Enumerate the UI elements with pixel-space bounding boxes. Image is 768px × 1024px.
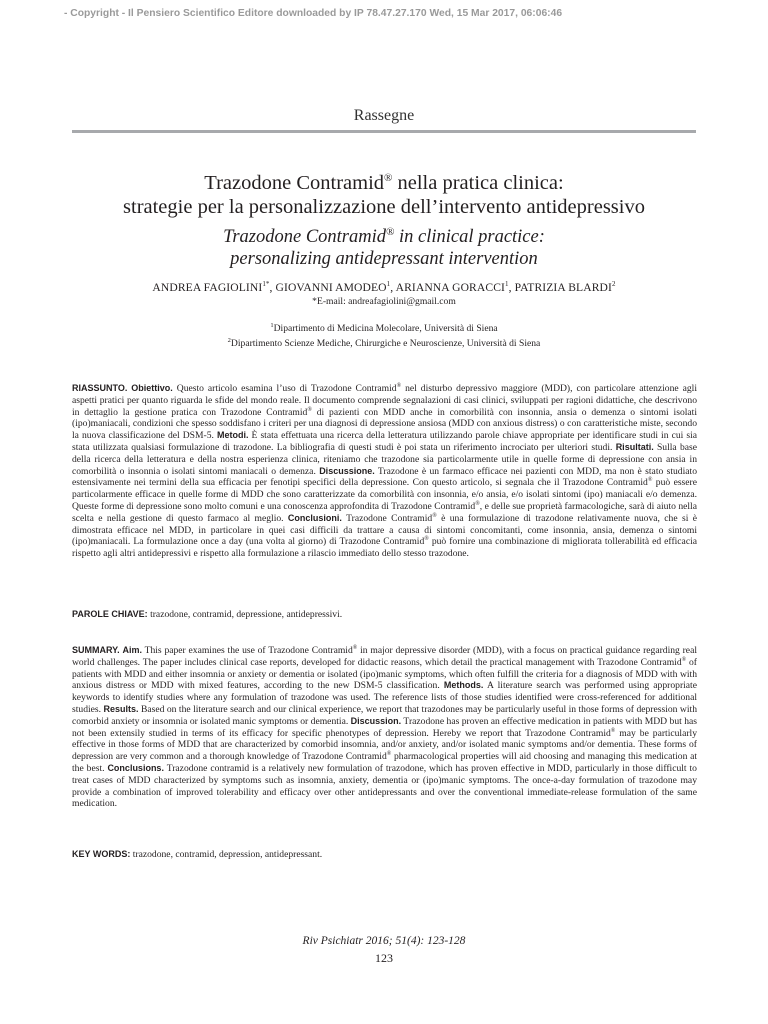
affiliation-text: Dipartimento Scienze Mediche, Chirurgiche e Neuroscienze, Università di Siena (230, 338, 541, 350)
abstract-text: Sulla base della ricerca della letteratura e della nostra esperienza clinica, riteniamo che trazodone sia particolarmente utile in quelle forme di depressione con ansia in comorbilità o insonnia o isolati sintomi maniacali o demenza. (72, 441, 697, 477)
registered-mark: ® (386, 750, 392, 757)
abstract-heading-results: Risultati. (615, 441, 654, 452)
registered-mark: ® (386, 226, 395, 238)
registered-mark: ® (475, 500, 480, 507)
affiliation (40, 322, 728, 334)
registered-mark: ® (352, 644, 358, 651)
abstract-text: may be particularly effective in those forms of MDD that are characterized by comorbid insomnia, and/or anxiety, and/or isolated manic symptoms and/or dementia. These forms of depression are very common and a thorough knowledge of Trazodone Contramid (72, 727, 697, 763)
affiliation-mark: 1 (270, 322, 274, 329)
abstract-heading-results: Results. (103, 703, 139, 714)
author-affiliation-mark: 1 (504, 280, 509, 288)
section-divider (72, 130, 696, 133)
abstract-heading-conclusions: Conclusioni. (287, 512, 342, 523)
abstract-heading-methods: Methods. (443, 680, 484, 691)
page-number: 123 (375, 951, 393, 965)
abstract-text: È stata effettuata una ricerca della letteratura utilizzando parole chiave appropriate per identificare studi in cui sia stata utilizzata qualsiasi formulazione di trazodone. La bibliografia di questi studi è poi stata un riferimento incrociato per ulteriori studi. (72, 430, 697, 453)
corresponding-email[interactable]: *E-mail: andreafagiolini@gmail.com (312, 296, 456, 307)
registered-mark: ® (307, 406, 312, 413)
author-name: , ARIANNA GORACCI (390, 280, 505, 294)
abstract-text: A literature search was performed using appropriate keywords to identify studies where any formulation of trazodone was used. The reference lists of those studies identified were cross-referenced for additional studies. (72, 680, 697, 715)
registered-mark: ® (424, 536, 429, 543)
abstract-text: può fornire una combinazione di migliorata tollerabilità ed efficacia rispetto agli altri antidepressivi e rispetto alla formulazione a rilascio immediato dello stesso trazodone. (72, 536, 697, 560)
english-abstract (72, 645, 697, 810)
abstract-text: di pazienti con MDD anche in comorbilità con insonnia, ansia o demenza o sintomi isolati (ipo)maniacali, condizioni che spesso soddisfano i criteri per una diagnosi di depressione ansiosa (MDD con anxious distress) o con caratteristiche miste, secondo la nuova classificazione del DSM-5. (72, 406, 697, 442)
abstract-text: Questo articolo esamina l’uso di Trazodone Contramid (172, 383, 397, 394)
registered-mark: ® (610, 727, 616, 734)
keywords-label: PAROLE CHIAVE: (72, 609, 148, 619)
abstract-text: in major depressive disorder (MDD), with a focus on practical guidance regarding real world challenges. The paper includes clinical case reports, developed for didactic reasons, which detail the practical management with Trazodone Contramid (72, 645, 697, 668)
abstract-text: è una formulazione di trazodone relativamente nuova, che si è dimostrata efficace nel MDD, in particolare in quei casi difficili da trattare a causa di sintomi concomitanti, come insonnia, ansia, demenza o sintomi (ipo)maniacali. La formulazione once a day (una volta al giorno) di Trazodone Contramid (72, 512, 697, 548)
abstract-heading-discussion: Discussione. (319, 465, 375, 476)
abstract-heading-methods: Metodi. (216, 430, 249, 441)
section-heading: Rassegne (353, 107, 415, 124)
abstract-text: This paper examines the use of Trazodone Contramid (141, 645, 353, 656)
keywords-text: trazodone, contramid, depression, antidepressant. (130, 849, 323, 860)
author-affiliation-mark: 1* (262, 280, 270, 288)
affiliation (40, 337, 728, 349)
registered-mark: ® (384, 172, 393, 184)
italian-title-line2: strategie per la personalizzazione dell’intervento antidepressivo (123, 195, 645, 218)
english-title (40, 221, 728, 270)
registered-mark: ® (432, 512, 437, 519)
abstract-text: Based on the literature search and our clinical experience, we report that trazodones may be particularly useful in those forms of depression with comorbid anxiety or insomnia or isolated manic symptoms or dementia. (72, 703, 697, 727)
abstract-text: nel disturbo depressivo maggiore (MDD), con particolare attenzione agli aspetti pratici per quanto riguarda le sfide del mondo reale. Il documento comprende segnalazioni di casi clinici, sviluppati per ragioni didattiche, che descrivono in dettaglio la gestione pratica con Trazodone Contramid (72, 383, 697, 418)
abstract-text: Trazodone has proven an effective medication in patients with MDD but has not been extensily studied in terms of its efficacy for specific phenotypes of depression. Hereby we report that Trazodone Contramid (72, 715, 697, 739)
copyright-notice: - Copyright - Il Pensiero Scientifico Editore downloaded by IP 78.47.27.170 Wed, 15 Mar 2017, 06:06:46 (64, 8, 563, 19)
italian-abstract (72, 383, 697, 560)
english-title-line2: personalizing antidepressant intervention (230, 249, 538, 270)
abstract-text: pharmacological properties will aid choosing and managing this medication at the best. (72, 751, 697, 774)
registered-mark: ® (396, 382, 402, 389)
italian-title-line1: Trazodone Contramid (204, 171, 385, 194)
author-name: , GIOVANNI AMODEO (269, 280, 387, 294)
abstract-text: Trazodone contramid is a relatively new formulation of trazodone, which has proven effective in MDD, particularly in those difficult to treat cases of MDD characterized by symptoms such as insomnia, anxiety, dementia or (ipo)manic symptoms. The once-a-day formulation of trazodone may provide a combination of improved tolerability and efficacy over other antidepressants and over the conventional immediate-release formulation of the same medication. (72, 762, 697, 810)
author-name: , PATRIZIA BLARDI (508, 280, 612, 294)
abstract-text: of patients with MDD and either insomnia or anxiety or dementia or isolated (ipo)manic symptoms, which often fulfill the criteria for a diagnosis of MDD with with anxious distress or MDD with mixed features, according to the new DSM-5 classification. (72, 656, 698, 692)
abstract-text: , e delle sue proprietà farmacologiche, sarà di aiuto nella scelta e nella gestione di questo farmaco al meglio. (72, 500, 697, 524)
italian-title (40, 166, 728, 219)
abstract-label: SUMMARY. (72, 645, 120, 655)
registered-mark: ® (681, 656, 687, 663)
abstract-heading-aim: Aim. (122, 645, 142, 655)
author-list (40, 280, 728, 294)
english-keywords (72, 849, 697, 860)
author-affiliation-mark: 1 (386, 280, 391, 288)
author-affiliation-mark: 2 (611, 280, 616, 288)
abstract-heading-conclusions: Conclusions. (107, 762, 164, 773)
keywords-label: KEY WORDS: (72, 849, 131, 859)
abstract-text: può essere particolarmente efficace in quelle forme di MDD che sono caratterizzate da comorbilità con insonnia, e/o ansia, e/o isolati sintomi (ipo) maniacali e/o demenza. Queste forme di depressione sono molto comuni e una conoscenza approfondita di Trazodone Contramid (72, 477, 698, 512)
abstract-label: RIASSUNTO. (72, 383, 128, 393)
abstract-text: Trazodone è un farmaco efficace nei pazienti con MDD, ma non è stato studiato estensivamente nei termini della sua efficacia per fenotipi specifici della depressione. Con questo articolo, si segnala che il Trazodone Contramid (72, 465, 697, 489)
english-title-line1-rest: in clinical practice: (394, 227, 545, 248)
italian-keywords (72, 609, 697, 620)
abstract-text: Trazodone Contramid (341, 512, 433, 524)
abstract-heading-objective: Obiettivo. (131, 383, 173, 393)
keywords-text: trazodone, contramid, depressione, antidepressivi. (147, 609, 343, 620)
affiliation-text: Dipartimento di Medicina Molecolare, Università di Siena (273, 323, 498, 335)
registered-mark: ® (647, 477, 653, 484)
abstract-heading-discussion: Discussion. (350, 715, 402, 726)
journal-citation: Riv Psichiatr 2016; 51(4): 123-128 (302, 935, 466, 947)
english-title-line1: Trazodone Contramid (223, 227, 387, 248)
italian-title-line1-rest: nella pratica clinica: (392, 171, 564, 194)
affiliation-mark: 2 (227, 337, 231, 344)
author-name: ANDREA FAGIOLINI (152, 280, 263, 294)
